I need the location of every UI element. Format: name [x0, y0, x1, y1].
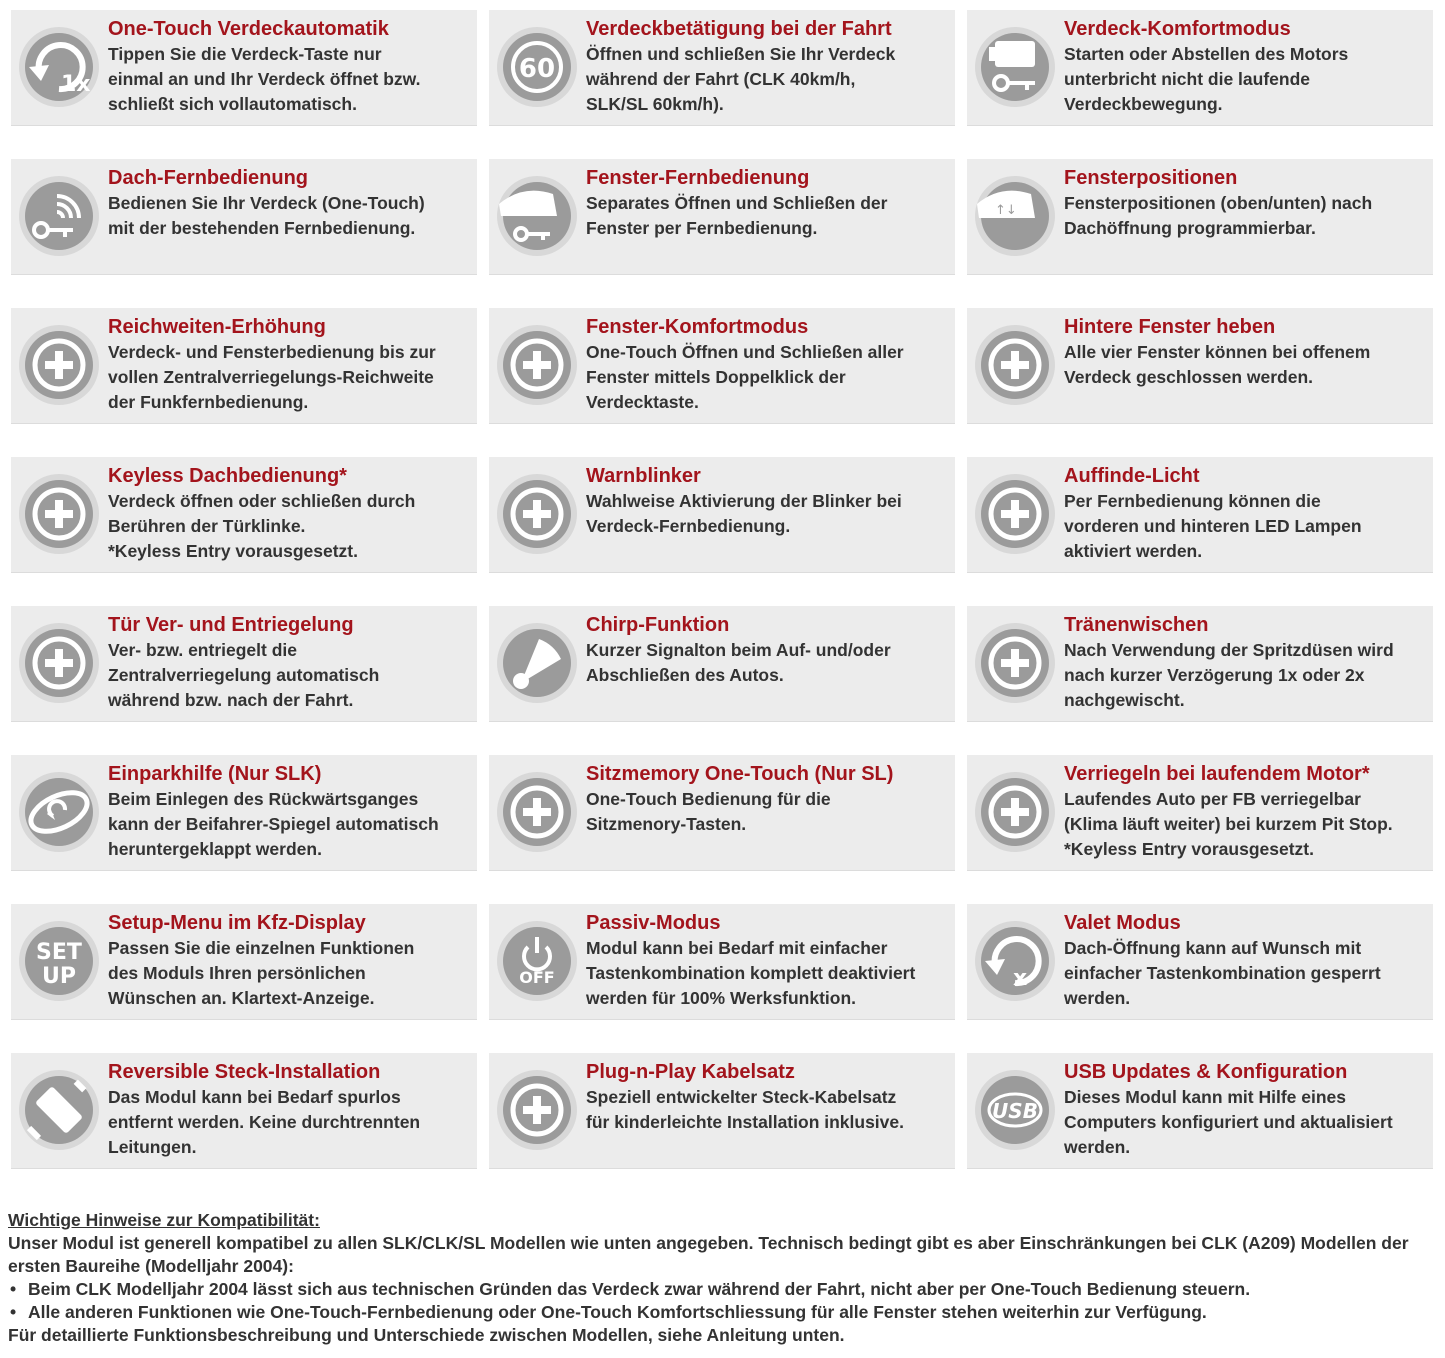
feature-description: Wahlweise Aktivierung der Blinker bei Verdeck-Fernbedienung.: [586, 491, 902, 536]
notes-intro: Unser Modul ist generell kompatibel zu allen SLK/CLK/SL Modellen wie unten angegeben. Technisch bedingt gibt es aber Einschränkungen bei CLK (A209) Modellen der ersten Baureihe (Modelljahr 2004):: [8, 1233, 1409, 1276]
bullet-icon: •: [10, 1302, 17, 1322]
bullet-icon: •: [10, 1279, 17, 1299]
plus-icon: [495, 472, 579, 556]
plus-icon: [973, 770, 1057, 854]
plus-icon: [973, 472, 1057, 556]
window-position-icon: [973, 174, 1057, 258]
engine-key-icon: [973, 25, 1057, 109]
feature-card: [967, 904, 1433, 1020]
feature-card: [489, 457, 955, 573]
feature-card: [11, 606, 477, 722]
mirror-icon: [17, 770, 101, 854]
feature-title: Verriegeln bei laufendem Motor*: [1064, 763, 1370, 785]
icon-label: OFF: [519, 968, 555, 987]
feature-description: Kurzer Signalton beim Auf- und/oder Abschließen des Autos.: [586, 640, 891, 685]
feature-title: Einparkhilfe (Nur SLK): [108, 763, 322, 785]
feature-card: [489, 10, 955, 126]
notes-bullet-text: Beim CLK Modelljahr 2004 lässt sich aus technischen Gründen das Verdeck zwar während der Fahrt, nicht aber per One-Touch Bedienung steuern.: [28, 1279, 1251, 1299]
feature-title: Setup-Menu im Kfz-Display: [108, 912, 366, 934]
feature-description: Öffnen und schließen Sie Ihr Verdeck während der Fahrt (CLK 40km/h, SLK/SL 60km/h).: [586, 44, 896, 114]
feature-description: Dach-Öffnung kann auf Wunsch mit einfacher Tastenkombination gesperrt werden.: [1064, 938, 1381, 1008]
rotate-1x-icon: [17, 25, 101, 109]
feature-card: [489, 904, 955, 1020]
feature-card: [967, 10, 1433, 126]
feature-title: Keyless Dachbedienung*: [108, 465, 347, 487]
notes-heading: Wichtige Hinweise zur Kompatibilität:: [8, 1210, 320, 1230]
plus-icon: [495, 1068, 579, 1152]
feature-description: Dieses Modul kann mit Hilfe eines Computers konfiguriert und aktualisiert werden.: [1064, 1087, 1393, 1157]
plus-icon: [973, 621, 1057, 705]
feature-title: Fenster-Komfortmodus: [586, 316, 809, 338]
feature-title: Passiv-Modus: [586, 912, 721, 934]
feature-description: Starten oder Abstellen des Motors unterbricht nicht die laufende Verdeckbewegung.: [1064, 44, 1349, 114]
feature-description: Alle vier Fenster können bei offenem Verdeck geschlossen werden.: [1064, 342, 1371, 387]
feature-card: [967, 457, 1433, 573]
plus-icon: [17, 323, 101, 407]
feature-title: Reversible Steck-Installation: [108, 1061, 381, 1083]
feature-description: Verdeck- und Fensterbedienung bis zur vollen Zentralverriegelungs-Reichweite der Funkfernbedienung.: [108, 342, 436, 412]
feature-title: Auffinde-Licht: [1064, 465, 1200, 487]
usb-icon: [973, 1068, 1057, 1152]
feature-title: Tür Ver- und Entriegelung: [108, 614, 354, 636]
feature-description: Ver- bzw. entriegelt die Zentralverriegelung automatisch während bzw. nach der Fahrt.: [108, 640, 380, 710]
feature-card: [11, 904, 477, 1020]
feature-title: Verdeckbetätigung bei der Fahrt: [586, 18, 892, 40]
notes-list: [8, 1278, 1438, 1324]
feature-card: [489, 159, 955, 275]
notes-bullet: [8, 1301, 1438, 1324]
feature-description: Beim Einlegen des Rückwärtsganges kann der Beifahrer-Spiegel automatisch heruntergeklappt werden.: [108, 789, 439, 859]
setup-icon: [17, 919, 101, 1003]
icon-label: x: [1013, 966, 1028, 991]
feature-description: Laufendes Auto per FB verriegelbar (Klima läuft weiter) bei kurzem Pit Stop. *Keyless Entry vorausgesetzt.: [1064, 789, 1393, 859]
notes-footer: Für detaillierte Funktionsbeschreibung und Unterschiede zwischen Modellen, siehe Anleitung unten.: [8, 1325, 845, 1345]
feature-title: Tränenwischen: [1064, 614, 1209, 636]
feature-title: Reichweiten-Erhöhung: [108, 316, 326, 338]
feature-title: Valet Modus: [1064, 912, 1181, 934]
feature-description: Passen Sie die einzelnen Funktionen des Moduls Ihren persönlichen Wünschen an. Klartext-Anzeige.: [108, 938, 415, 1008]
speed-limit-60-icon: [495, 25, 579, 109]
icon-label: ↑↓: [995, 203, 1017, 218]
feature-title: One-Touch Verdeckautomatik: [108, 18, 389, 40]
plus-icon: [495, 323, 579, 407]
remote-key-icon: [17, 174, 101, 258]
feature-description: Speziell entwickelter Steck-Kabelsatz für kinderleichte Installation inklusive.: [586, 1087, 904, 1132]
feature-description: Bedienen Sie Ihr Verdeck (One-Touch) mit der bestehenden Fernbedienung.: [108, 193, 425, 238]
plus-icon: [973, 323, 1057, 407]
feature-title: USB Updates & Konfiguration: [1064, 1061, 1348, 1083]
compatibility-notes: [8, 1209, 1438, 1347]
feature-card: [967, 1053, 1433, 1169]
notes-bullet: [8, 1278, 1438, 1301]
feature-description: One-Touch Öffnen und Schließen aller Fenster mittels Doppelklick der Verdecktaste.: [586, 342, 904, 412]
feature-card: [967, 606, 1433, 722]
feature-title: Fensterpositionen: [1064, 167, 1238, 189]
power-off-icon: [495, 919, 579, 1003]
feature-title: Dach-Fernbedienung: [108, 167, 309, 189]
feature-card: [11, 1053, 477, 1169]
feature-card: [967, 755, 1433, 871]
feature-description: Verdeck öffnen oder schließen durch Berühren der Türklinke. *Keyless Entry vorausgesetzt.: [108, 491, 416, 561]
feature-card: [11, 457, 477, 573]
feature-description: One-Touch Bedienung für die Sitzmenory-Tasten.: [586, 789, 831, 834]
feature-title: Plug-n-Play Kabelsatz: [586, 1061, 795, 1083]
feature-card: [11, 10, 477, 126]
feature-title: Warnblinker: [586, 465, 701, 487]
feature-description: Modul kann bei Bedarf mit einfacher Tastenkombination komplett deaktiviert werden für 100% Werksfunktion.: [586, 938, 916, 1008]
rotate-x-icon: [973, 919, 1057, 1003]
feature-description: Separates Öffnen und Schließen der Fenster per Fernbedienung.: [586, 193, 888, 238]
window-key-icon: [495, 174, 579, 258]
feature-description: Nach Verwendung der Spritzdüsen wird nach kurzer Verzögerung 1x oder 2x nachgewischt.: [1064, 640, 1394, 710]
feature-description: Das Modul kann bei Bedarf spurlos entfernt werden. Keine durchtrennten Leitungen.: [108, 1087, 421, 1157]
feature-card: [967, 159, 1433, 275]
icon-label: USB: [992, 1099, 1038, 1123]
plus-icon: [17, 472, 101, 556]
icon-label: UP: [42, 964, 76, 989]
feature-title: Hintere Fenster heben: [1064, 316, 1276, 338]
feature-card: [489, 755, 955, 871]
feature-card: [489, 606, 955, 722]
chirp-icon: [495, 621, 579, 705]
feature-description: Tippen Sie die Verdeck-Taste nur einmal an und Ihr Verdeck öffnet bzw. schließt sich vollautomatisch.: [108, 44, 421, 114]
feature-card: [11, 159, 477, 275]
icon-label: 1x: [61, 72, 91, 97]
feature-description: Fensterpositionen (oben/unten) nach Dachöffnung programmierbar.: [1064, 193, 1373, 238]
feature-card: [489, 308, 955, 424]
feature-card: [967, 308, 1433, 424]
feature-description: Per Fernbedienung können die vorderen und hinteren LED Lampen aktiviert werden.: [1064, 491, 1362, 561]
plus-icon: [495, 770, 579, 854]
feature-title: Fenster-Fernbedienung: [586, 167, 810, 189]
plus-icon: [17, 621, 101, 705]
icon-label: 60: [518, 54, 556, 84]
feature-card: [11, 755, 477, 871]
icon-label: SET: [36, 940, 82, 965]
feature-card: [11, 308, 477, 424]
feature-title: Chirp-Funktion: [586, 614, 730, 636]
plug-icon: [17, 1068, 101, 1152]
notes-bullet-text: Alle anderen Funktionen wie One-Touch-Fernbedienung oder One-Touch Komfortschliessung für alle Fenster stehen weiterhin zur Verfügung.: [28, 1302, 1207, 1322]
feature-grid: [11, 10, 1433, 1169]
feature-card: [489, 1053, 955, 1169]
feature-title: Sitzmemory One-Touch (Nur SL): [586, 763, 894, 785]
feature-title: Verdeck-Komfortmodus: [1064, 18, 1291, 40]
